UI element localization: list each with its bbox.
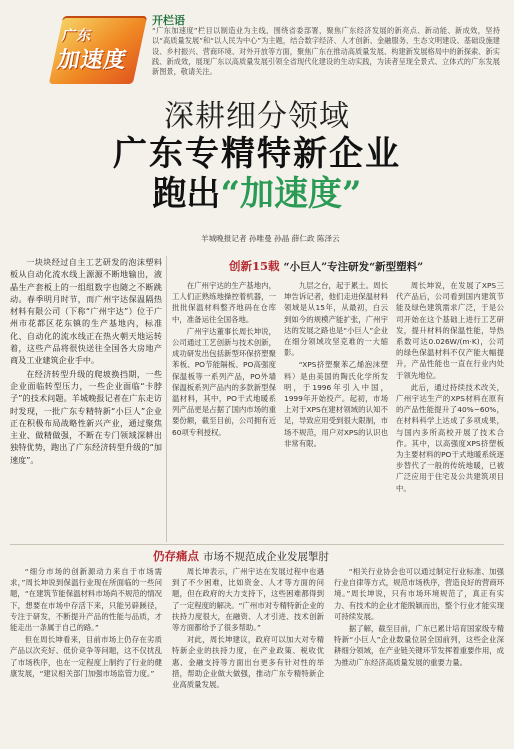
badge-line2: 加速度 xyxy=(55,47,130,73)
section1-column-c xyxy=(396,280,504,495)
section-divider xyxy=(10,544,504,545)
headline-line3-prefix: 跑出 xyxy=(152,174,221,214)
badge-line1: 广东 xyxy=(60,28,94,44)
lead-column xyxy=(10,256,162,467)
lead-paragraph: 一块块经过自主工艺研发的泡沫塑料板从自动化流水线上源源不断地输出，液晶生产套板上的一组组数字也随之不断跳动。春季明月时节，而广州宇达保温隔热材料有限公司（下称“广州宇达”）位于广州市花都区花东镇的生产基地内，标准化、自动化的流水线正在热火朝天地运转着，这些产品将很快送往全国各大房地产商及工业建筑企业手中。 xyxy=(10,257,162,366)
headline-block xyxy=(0,100,514,214)
section1-title: “小巨人”专注研发“新型塑料” xyxy=(283,261,424,273)
body-paragraph: 对此，周长坤建议，政府可以加大对专精特新企业的扶持力度，在产业政策、税收优惠、金融支持等方面出台更多有针对性的举措，帮助企业做大做强，推动广东专精特新企业高质量发展。 xyxy=(172,635,324,690)
body-paragraph: 周长坤说，在发展了XPS三代产品后，公司看到国内建筑节能及绿色建筑需求广泛，于是公司开始在这个基础上进行工艺研发，提升材料的保温性能，导热系数可达0.026W/(m·K)，公司的绿色保温材料不仅产能大幅提升，产品性能也一直在行业内处于领先地位。 xyxy=(396,281,504,380)
headline-line3 xyxy=(0,174,514,214)
body-paragraph: 周长坤表示，广州宇达在发展过程中也遇到了不少困难，比如资金、人才等方面的问题，但在政府的大力支持下，这些困难都得到了一定程度的解决。“广州市对专精特新企业的扶持力度很大，在融资、人才引进、技术创新等方面都给予了很多帮助。” xyxy=(172,567,324,633)
column-divider xyxy=(166,256,167,542)
section1-column-b xyxy=(284,280,388,450)
badge-text xyxy=(56,24,144,72)
column-intro-label: 开栏语 xyxy=(152,14,185,27)
column-intro-text: “广东加速度”栏目以制造业为主线，围绕省委部署，聚焦广东经济发展的新亮点、新动能、新成效，坚持以“高质量发展”和“以人民为中心”为主题，结合数字经济、人才创新、金融服务、生态文明建设、基础设施建设、乡村振兴、营商环境、对外开放等方面，聚焦广东在推动高质量发展、构建新发展格局中的新探索、新实践、新成效，展现广东以高质量发展引领全省现代化建设的生动实践，为读者呈现全景式、立体式的广东发展新图景，敬请关注。 xyxy=(152,26,500,77)
section2-column-b xyxy=(172,566,324,691)
lead-paragraph: 在经济转型升级的爬坡换挡期，一些企业面临转型压力，一些企业面临“卡脖子”的技术问题。羊城晚报记者在广东走访时发现，一批广东专精特新“小巨人”企业正在积极布局战略性新兴产业，通过聚焦主业、做精做强，不断在专门领域深耕出独特优势，跑出了广东经济转型升级的“加速度”。 xyxy=(10,368,162,465)
body-paragraph: “相关行业协会也可以通过制定行业标准、加强行业自律等方式，规范市场秩序，营造良好的营商环境。”周长坤说，只有市场环境规范了，真正有实力、有技术的企业才能脱颖而出，整个行业才能实现可持续发展。 xyxy=(334,567,504,621)
headline-line2: 广东专精特新企业 xyxy=(113,134,401,174)
byline: 羊城晚报记者 孙唯曼 孙晶 薛仁政 陈泽云 xyxy=(201,234,340,243)
headline-line1: 深耕细分领域 xyxy=(164,99,350,134)
body-paragraph: 广州宇达董事长周长坤说，公司通过工艺创新与技术创新，成功研发出包括新型环保挤塑聚苯板、PO节能隔板、PO高强度保温板等一系列产品，PO外墙保温板系列产品内的多款新型保温材料，其中，PO干式地暖系列产品更是占据了国内市场的重要份额，截至目前，公司拥有近60项专利授权。 xyxy=(172,326,276,437)
section2-heading xyxy=(153,548,329,564)
section2-title: 市场不规范成企业发展掣肘 xyxy=(203,551,330,563)
section2-column-c xyxy=(334,566,504,669)
section2-column-a xyxy=(10,566,162,680)
headline-line3-accent: “加速度” xyxy=(220,174,362,214)
section2-tag: 仍存痛点 xyxy=(153,549,199,563)
section1-heading xyxy=(229,258,423,274)
column-badge xyxy=(46,10,146,90)
body-paragraph: “XPS挤塑聚苯乙烯泡沫塑料）是由美国的陶氏化学所发明，于1996年引入中国，1999年开始投产。起初，市场上对于XPS在建材领域的认知不足，导致应用受到很大限制，市场不规范，用户对XPS的认识也非常有限。 xyxy=(284,360,388,448)
body-paragraph: 但在周长坤看来，目前市场上仍存在劣质产品以次充好、低价竞争等问题，这不仅扰乱了市场秩序，也在一定程度上制约了行业的健康发展，“建议相关部门加强市场监管力度。” xyxy=(10,635,162,678)
body-paragraph: 据了解，截至目前，广东已累计培育国家级专精特新“小巨人”企业数量位居全国前列，这些企业深耕细分领域，在产业链关键环节发挥着重要作用，成为推动广东经济高质量发展的重要力量。 xyxy=(334,624,505,667)
body-paragraph: “细分市场的创新源动力来自于市场需求，”周长坤说到保温行业现在所面临的一些问题，“在建筑节能保温材料市场尚不规范的情况下，想要在市场中存活下来，只能另辟蹊径，专注于研发，不断提升产品的性能与品质，才能走出一条属于自己的路。” xyxy=(10,567,162,633)
body-paragraph: 此后，通过持续技术改关，广州宇达生产的XPS材料在原有的产品性能提升了40%~60%，在材料科学上达成了多项成果，与国内多所高校开展了技术合作。其中，以高强度XPS挤塑板为主要材料的PO干式地暖系统逐步替代了一般的传统地暖，已被广泛应用于住宅及公共建筑项目中。 xyxy=(396,382,504,493)
body-paragraph: 九层之台，起于累土。周长坤告诉记者，他们走进保温材料领域是从15年，从最初，白云到如今的规模产能扩张，广州宇达的发展之路也是“小巨人”企业在细分领域攻坚克难的一大缩影。 xyxy=(284,281,388,358)
section1-column-a xyxy=(172,280,276,439)
section1-tag: 创新15载 xyxy=(229,259,280,273)
body-paragraph: 在广州宇达的生产基地内，工人们正熟练地操控着机器，一批批保温材料整齐地码在仓库中，准备运往全国各地。 xyxy=(172,281,276,324)
